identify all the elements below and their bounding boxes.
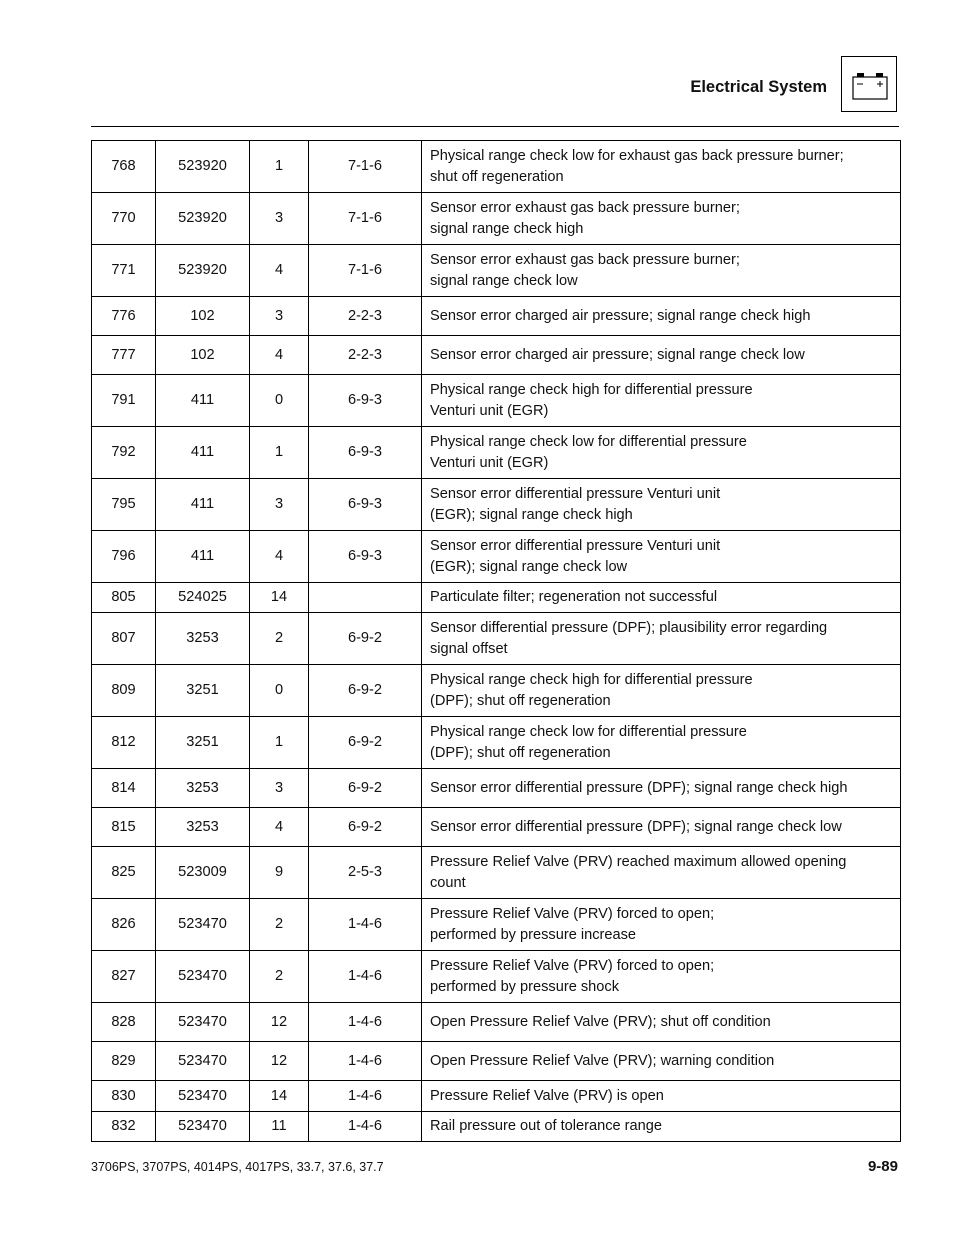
error-code-cell: 826 (92, 899, 156, 951)
description-line: Sensor error exhaust gas back pressure burner; (430, 199, 740, 216)
table-row (92, 336, 901, 375)
description-line: Venturi unit (EGR) (430, 402, 549, 419)
description-cell (422, 847, 901, 899)
description-line: Sensor error differential pressure Venturi unit (430, 485, 721, 502)
description-cell (422, 141, 901, 193)
description-line: Open Pressure Relief Valve (PRV); warning condition (430, 1052, 775, 1069)
table-row (92, 951, 901, 1003)
description-line: Rail pressure out of tolerance range (430, 1118, 663, 1134)
description-cell (422, 531, 901, 583)
blink-code-cell: 7-1-6 (309, 193, 422, 245)
table-row (92, 665, 901, 717)
fmi-cell: 3 (250, 193, 309, 245)
description-line: count (430, 874, 466, 891)
error-code-cell: 814 (92, 769, 156, 808)
table-row (92, 297, 901, 336)
spn-cell: 3251 (156, 665, 250, 717)
table-row (92, 531, 901, 583)
error-code-cell: 812 (92, 717, 156, 769)
description-cell (422, 375, 901, 427)
fmi-cell: 14 (250, 583, 309, 613)
description-line: Sensor error charged air pressure; signal range check high (430, 307, 811, 324)
error-code-cell: 828 (92, 1003, 156, 1042)
table-row (92, 375, 901, 427)
blink-code-cell: 6-9-2 (309, 769, 422, 808)
description-line: Pressure Relief Valve (PRV) reached maximum allowed opening (430, 853, 847, 870)
blink-code-cell: 1-4-6 (309, 1081, 422, 1112)
table-row (92, 141, 901, 193)
blink-code-cell: 2-2-3 (309, 297, 422, 336)
fmi-cell: 3 (250, 297, 309, 336)
table-row (92, 899, 901, 951)
blink-code-cell: 1-4-6 (309, 1112, 422, 1142)
spn-cell: 524025 (156, 583, 250, 613)
description-cell (422, 717, 901, 769)
error-code-cell: 768 (92, 141, 156, 193)
blink-code-cell: 7-1-6 (309, 245, 422, 297)
description-cell (422, 808, 901, 847)
table-row (92, 479, 901, 531)
description-line: Physical range check high for differential pressure (430, 381, 753, 398)
footer-models: 3706PS, 3707PS, 4014PS, 4017PS, 33.7, 37.6, 37.7 (91, 1160, 384, 1174)
spn-cell: 523470 (156, 1003, 250, 1042)
fmi-cell: 1 (250, 141, 309, 193)
blink-code-cell: 6-9-2 (309, 808, 422, 847)
fmi-cell: 0 (250, 375, 309, 427)
error-code-cell: 830 (92, 1081, 156, 1112)
table-row (92, 427, 901, 479)
spn-cell: 3253 (156, 769, 250, 808)
description-line: signal range check high (430, 220, 584, 237)
error-code-cell: 771 (92, 245, 156, 297)
description-line: Physical range check low for differential pressure (430, 433, 747, 450)
description-cell (422, 583, 901, 613)
fmi-cell: 0 (250, 665, 309, 717)
fmi-cell: 2 (250, 899, 309, 951)
fmi-cell: 14 (250, 1081, 309, 1112)
table-row (92, 1112, 901, 1142)
description-cell (422, 1112, 901, 1142)
description-cell (422, 665, 901, 717)
error-code-cell: 827 (92, 951, 156, 1003)
description-cell (422, 1081, 901, 1112)
blink-code-cell: 6-9-3 (309, 427, 422, 479)
error-code-cell: 792 (92, 427, 156, 479)
spn-cell: 411 (156, 375, 250, 427)
description-line: signal range check low (430, 272, 578, 289)
error-code-cell: 807 (92, 613, 156, 665)
description-line: Pressure Relief Valve (PRV) forced to open; (430, 957, 715, 974)
description-line: shut off regeneration (430, 168, 564, 185)
spn-cell: 3253 (156, 808, 250, 847)
description-line: Sensor error differential pressure (DPF); signal range check high (430, 779, 848, 796)
description-line: Sensor error exhaust gas back pressure burner; (430, 251, 740, 268)
blink-code-cell: 1-4-6 (309, 1042, 422, 1081)
fmi-cell: 12 (250, 1042, 309, 1081)
spn-cell: 523470 (156, 951, 250, 1003)
description-cell (422, 297, 901, 336)
description-line: Physical range check low for exhaust gas back pressure burner; (430, 147, 844, 164)
fmi-cell: 3 (250, 769, 309, 808)
spn-cell: 102 (156, 336, 250, 375)
blink-code-cell: 7-1-6 (309, 141, 422, 193)
spn-cell: 523470 (156, 1112, 250, 1142)
spn-cell: 523470 (156, 899, 250, 951)
fmi-cell: 4 (250, 336, 309, 375)
blink-code-cell: 6-9-2 (309, 717, 422, 769)
blink-code-cell (309, 583, 422, 613)
fmi-cell: 12 (250, 1003, 309, 1042)
description-line: Physical range check high for differential pressure (430, 671, 753, 688)
error-code-cell: 776 (92, 297, 156, 336)
fmi-cell: 11 (250, 1112, 309, 1142)
table-row (92, 245, 901, 297)
description-line: Pressure Relief Valve (PRV) is open (430, 1087, 664, 1104)
description-cell (422, 1042, 901, 1081)
description-cell (422, 193, 901, 245)
description-cell (422, 951, 901, 1003)
error-code-cell: 796 (92, 531, 156, 583)
spn-cell: 411 (156, 427, 250, 479)
fmi-cell: 4 (250, 245, 309, 297)
description-line: Physical range check low for differential pressure (430, 723, 747, 740)
error-code-cell: 795 (92, 479, 156, 531)
table-row (92, 808, 901, 847)
description-line: (DPF); shut off regeneration (430, 744, 611, 761)
diagnostic-code-table (91, 140, 901, 1142)
spn-cell: 411 (156, 531, 250, 583)
table-row (92, 583, 901, 613)
blink-code-cell: 6-9-2 (309, 665, 422, 717)
table-row (92, 717, 901, 769)
fmi-cell: 9 (250, 847, 309, 899)
description-cell (422, 479, 901, 531)
description-cell (422, 769, 901, 808)
spn-cell: 523920 (156, 141, 250, 193)
page-number: 9-89 (867, 1158, 898, 1175)
battery-icon (841, 56, 897, 112)
description-line: Open Pressure Relief Valve (PRV); shut off condition (430, 1013, 771, 1030)
blink-code-cell: 1-4-6 (309, 899, 422, 951)
description-line: performed by pressure shock (430, 978, 619, 995)
error-code-cell: 815 (92, 808, 156, 847)
description-cell (422, 336, 901, 375)
table-row (92, 1042, 901, 1081)
blink-code-cell: 2-2-3 (309, 336, 422, 375)
blink-code-cell: 1-4-6 (309, 951, 422, 1003)
table-row (92, 613, 901, 665)
description-line: performed by pressure increase (430, 926, 637, 943)
error-code-cell: 832 (92, 1112, 156, 1142)
description-line: (EGR); signal range check low (430, 558, 628, 575)
spn-cell: 3251 (156, 717, 250, 769)
description-line: Venturi unit (EGR) (430, 454, 549, 471)
description-cell (422, 899, 901, 951)
section-title: Electrical System (690, 78, 827, 96)
description-cell (422, 1003, 901, 1042)
spn-cell: 411 (156, 479, 250, 531)
table-row (92, 1081, 901, 1112)
spn-cell: 102 (156, 297, 250, 336)
description-line: Pressure Relief Valve (PRV) forced to open; (430, 905, 715, 922)
description-cell (422, 245, 901, 297)
blink-code-cell: 6-9-3 (309, 375, 422, 427)
description-line: Sensor error differential pressure Venturi unit (430, 537, 721, 554)
description-line: Particulate filter; regeneration not successful (430, 589, 718, 605)
fmi-cell: 4 (250, 531, 309, 583)
fmi-cell: 1 (250, 427, 309, 479)
spn-cell: 523470 (156, 1081, 250, 1112)
error-code-cell: 770 (92, 193, 156, 245)
blink-code-cell: 6-9-2 (309, 613, 422, 665)
fmi-cell: 2 (250, 613, 309, 665)
description-line: (EGR); signal range check high (430, 506, 633, 523)
table-row (92, 193, 901, 245)
error-code-cell: 829 (92, 1042, 156, 1081)
spn-cell: 523920 (156, 193, 250, 245)
spn-cell: 523009 (156, 847, 250, 899)
fmi-cell: 2 (250, 951, 309, 1003)
spn-cell: 523920 (156, 245, 250, 297)
blink-code-cell: 6-9-3 (309, 479, 422, 531)
description-line: (DPF); shut off regeneration (430, 692, 611, 709)
error-code-cell: 805 (92, 583, 156, 613)
description-line: Sensor error charged air pressure; signal range check low (430, 346, 805, 363)
table-row (92, 1003, 901, 1042)
error-code-cell: 777 (92, 336, 156, 375)
description-line: Sensor differential pressure (DPF); plausibility error regarding (430, 619, 828, 636)
table-row (92, 847, 901, 899)
description-line: Sensor error differential pressure (DPF); signal range check low (430, 818, 842, 835)
blink-code-cell: 1-4-6 (309, 1003, 422, 1042)
error-code-cell: 809 (92, 665, 156, 717)
header-divider (91, 126, 899, 127)
description-cell (422, 613, 901, 665)
blink-code-cell: 2-5-3 (309, 847, 422, 899)
fmi-cell: 3 (250, 479, 309, 531)
description-line: signal offset (430, 640, 508, 657)
error-code-cell: 791 (92, 375, 156, 427)
spn-cell: 3253 (156, 613, 250, 665)
fmi-cell: 4 (250, 808, 309, 847)
fmi-cell: 1 (250, 717, 309, 769)
blink-code-cell: 6-9-3 (309, 531, 422, 583)
error-code-cell: 825 (92, 847, 156, 899)
description-cell (422, 427, 901, 479)
table-row (92, 769, 901, 808)
spn-cell: 523470 (156, 1042, 250, 1081)
